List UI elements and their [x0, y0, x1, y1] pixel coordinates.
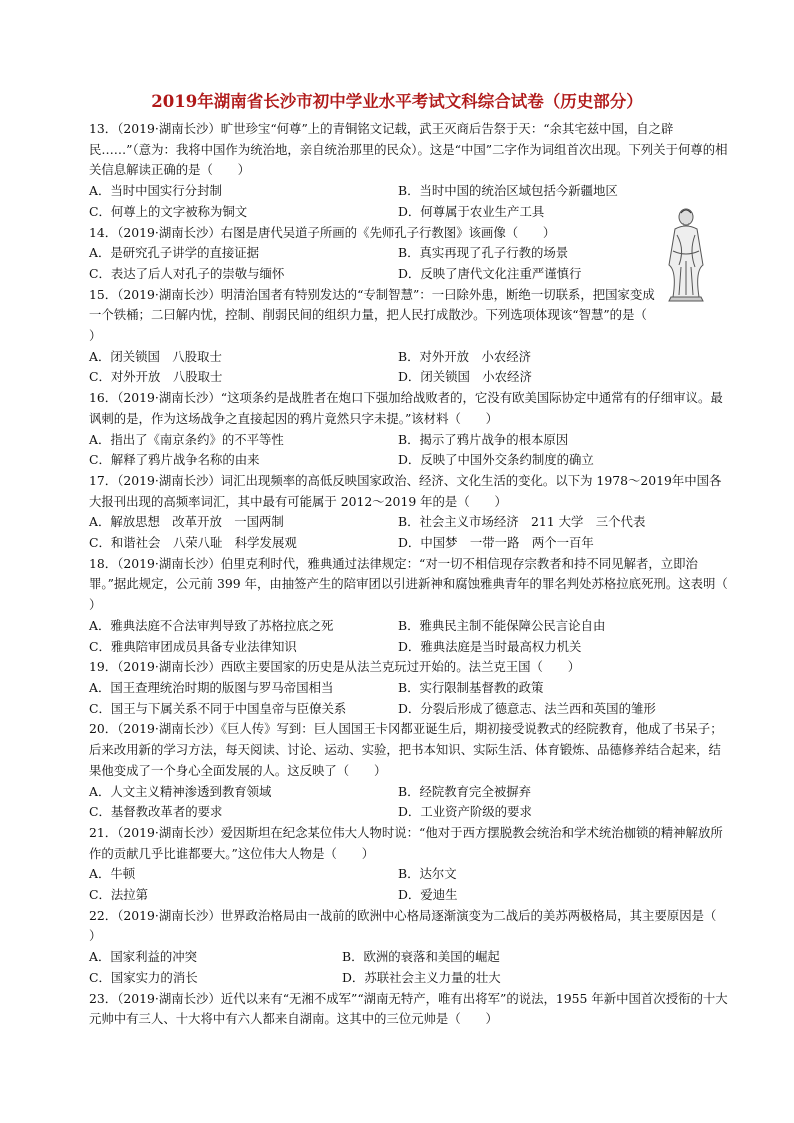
question-15 [89, 285, 729, 389]
question-stem: 21．（2019·湖南长沙）爱因斯坦在纪念某位伟大人物时说：“他对于西方摆脱教会统治和学术统治枷锁的精神解放所作的贡献几乎比谁都要大。”这位伟大人物是（ ） [89, 824, 723, 861]
question-17 [89, 471, 729, 554]
question-22 [89, 906, 742, 989]
option-c: C．表达了后人对孔子的崇敬与缅怀 [89, 265, 285, 281]
option-c: C．法拉第 [89, 887, 149, 903]
option-b: B．经院教育完全被摒弃 [398, 783, 532, 799]
option-a: A．牛顿 [89, 866, 136, 882]
question-stem: 16．（2019·湖南长沙）“这项条约是战胜者在炮口下强加给战败者的，它没有欧美国际协定中通常有的仔细审议。最讽刺的是，作为这场战争之直接起因的鸦片竟然只字未提。”该材料（ ） [89, 390, 723, 426]
option-a: A．国王查理统治时期的版图与罗马帝国相当 [89, 679, 334, 695]
option-b: B．欧洲的衰落和美国的崛起 [342, 949, 500, 965]
question-stem: 22．（2019·湖南长沙）世界政治格局由一战前的欧洲中心格局逐渐演变为二战后的美苏两极格局，其主要原因是（ ） [89, 907, 742, 944]
option-c: C．和谐社会 八荣八耻 科学发展观 [89, 535, 297, 551]
question-stem: 17．（2019·湖南长沙）词汇出现频率的高低反映国家政治、经济、文化生活的变化。以下为 1978～2019年中国各大报刊出现的高频率词汇，其中最有可能属于 2012～2019 年的是（ ） [89, 472, 722, 509]
option-a: A．国家利益的冲突 [89, 949, 198, 965]
question-stem: 23．（2019·湖南长沙）近代以来有“无湘不成军”“湖南无特产，唯有出将军”的说法，1955 年新中国首次授衔的十大元帅中有三人、十大将中有六人都来自湖南。这其中的三位元帅是（ ） [89, 990, 728, 1027]
option-c: C．对外开放 八股取士 [89, 369, 223, 385]
option-c: C．国家实力的消长 [89, 969, 198, 985]
option-c: C．国王与下属关系不同于中国皇帝与臣僚关系 [89, 700, 347, 716]
option-d: D．苏联社会主义力量的壮大 [342, 969, 501, 985]
option-b: B．揭示了鸦片战争的根本原因 [398, 431, 569, 447]
question-list [89, 119, 753, 1030]
option-c: C．雅典陪审团成员具备专业法律知识 [89, 638, 297, 654]
option-d: D．中国梦 一带一路 两个一百年 [398, 535, 594, 551]
question-14 [89, 223, 729, 285]
option-d: D．工业资产阶级的要求 [398, 804, 532, 820]
question-19 [89, 657, 729, 719]
option-d: D．爱迪生 [398, 887, 458, 903]
question-stem: 20．（2019·湖南长沙）《巨人传》写到：巨人国国王卡冈都亚诞生后，期初接受说教式的经院教育，他成了书呆子；后来改用新的学习方法，每天阅读、讨论、运动、实验，把书本知识、实际生活、体育锻炼、品德修养结合起来，结果他变成了一个身心全面发展的人。这反映了（ ） [89, 721, 723, 778]
option-a: A．当时中国实行分封制 [89, 183, 222, 199]
option-d: D．雅典法庭是当时最高权力机关 [398, 638, 582, 654]
question-13 [89, 119, 729, 223]
option-a: A．解放思想 改革开放 一国两制 [89, 514, 284, 530]
option-b: B．雅典民主制不能保障公民言论自由 [398, 617, 606, 633]
option-a: A．闭关锁国 八股取士 [89, 348, 222, 364]
option-b: B．达尔文 [398, 866, 457, 882]
question-21 [89, 823, 729, 906]
question-stem: 13．（2019·湖南长沙）旷世珍宝“何尊”上的青铜铭文记载，武王灭商后告祭于天：“余其宅兹中国，自之辟民……”（意为：我将中国作为统治地，亲自统治那里的民众）。这是“中国”二字作为词组首次出现。下列关于何尊的相关信息解读正确的是（ ） [89, 121, 728, 178]
page-title: 2019年湖南省长沙市初中学业水平考试文科综合试卷（历史部分） [151, 92, 643, 111]
question-stem: 19．（2019·湖南长沙）西欧主要国家的历史是从法兰克玩过开始的。法兰克王国（ ） [89, 659, 581, 675]
option-d: D．反映了中国外交条约制度的确立 [398, 452, 594, 468]
option-b: B．实行限制基督教的政策 [398, 679, 544, 695]
option-b: B．当时中国的统治区域包括今新疆地区 [398, 183, 618, 199]
option-c: C．解释了鸦片战争名称的由来 [89, 452, 260, 468]
option-c: C．何尊上的文字被称为铜文 [89, 203, 248, 219]
option-a: A．指出了《南京条约》的不平等性 [89, 431, 284, 447]
question-16 [89, 388, 729, 471]
question-18 [89, 554, 753, 658]
option-b: B．社会主义市场经济 211 大学 三个代表 [398, 514, 646, 530]
question-20 [89, 719, 729, 823]
question-23 [89, 989, 729, 1030]
option-d: D．分裂后形成了德意志、法兰西和英国的雏形 [398, 700, 656, 716]
option-d: D．何尊属于农业生产工具 [398, 203, 545, 219]
option-a: A．是研究孔子讲学的直接证据 [89, 245, 260, 261]
question-stem: 18．（2019·湖南长沙）伯里克利时代，雅典通过法律规定：“对一切不相信现存宗教者和持不同见解者，立即治罪。”据此规定，公元前 399 年，由抽签产生的陪审团以引进新神和腐蚀雅典青年的罪名判处苏格拉底死刑。这表明（ ） [89, 555, 753, 613]
option-c: C．基督教改革者的要求 [89, 804, 223, 820]
option-d: D．闭关锁国 小农经济 [398, 369, 532, 385]
question-stem: 14．（2019·湖南长沙）右图是唐代吴道子所画的《先师孔子行教图》该画像（ ） [89, 224, 556, 240]
option-a: A．人文主义精神渗透到教育领域 [89, 783, 272, 799]
option-a: A．雅典法庭不合法审判导致了苏格拉底之死 [89, 617, 334, 633]
question-stem: 15．（2019·湖南长沙）明清治国者有特别发达的“专制智慧”：一曰除外患，断绝一切联系，把国家变成一个铁桶；二曰解内忧，控制、削弱民间的组织力量，把人民打成散沙。下列选项体现该“智慧”的是（ ） [89, 286, 672, 344]
option-b: B．对外开放 小农经济 [398, 348, 532, 364]
option-d: D．反映了唐代文化注重严谨慎行 [398, 265, 582, 281]
option-b: B．真实再现了孔子行教的场景 [398, 245, 569, 261]
